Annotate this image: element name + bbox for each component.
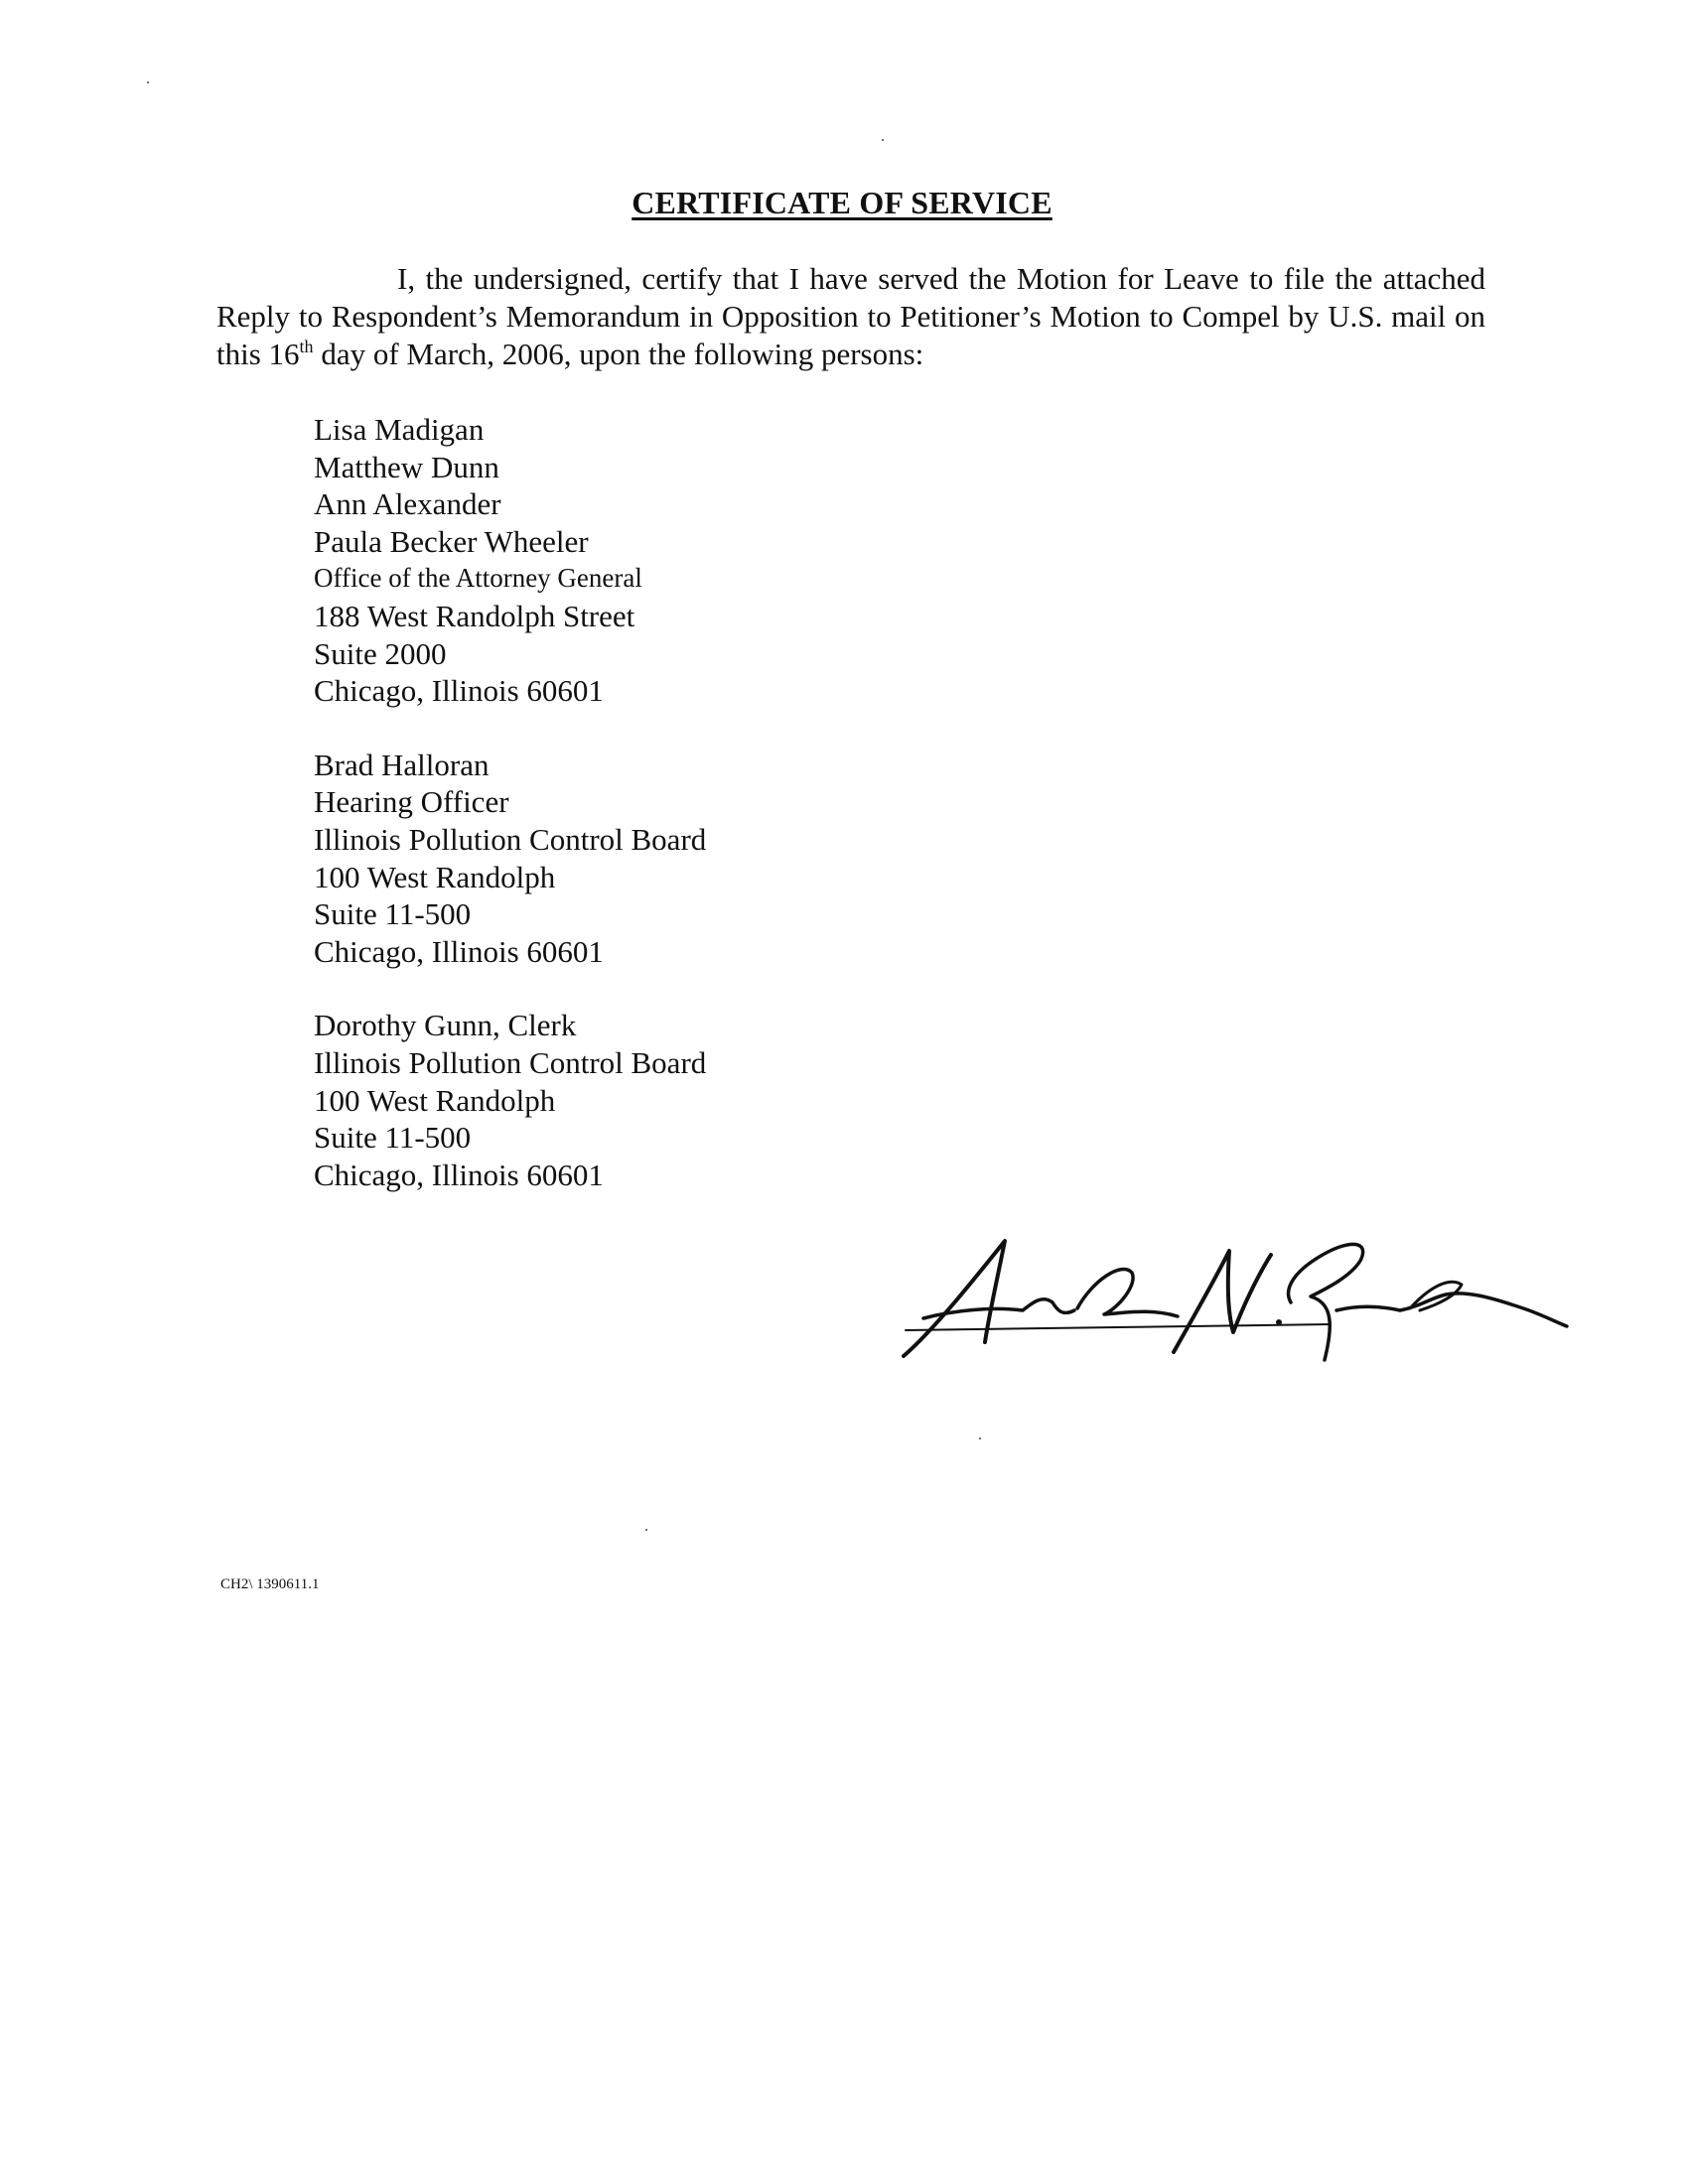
recipient-line: Dorothy Gunn, Clerk (314, 1008, 577, 1043)
recipient-line: Hearing Officer (314, 784, 509, 820)
recipient-line: 100 West Randolph (314, 859, 556, 894)
scan-speck (645, 1529, 647, 1531)
handwritten-signature (894, 1211, 1569, 1380)
recipient-line: 188 West Randolph Street (314, 598, 635, 633)
recipient-block-clerk (314, 1007, 706, 1193)
paragraph-text-end: day of March, 2006, upon the following persons: (313, 337, 924, 371)
ordinal-suffix: th (299, 337, 314, 356)
recipient-line: Chicago, Illinois 60601 (314, 1157, 604, 1192)
signature-stroke (923, 1299, 1074, 1318)
recipient-block-attorney-general (314, 411, 706, 710)
recipient-line: Office of the Attorney General (314, 563, 642, 594)
document-id: CH2\ 1390611.1 (220, 1576, 320, 1592)
recipient-line: Ann Alexander (314, 486, 501, 522)
recipient-line: Brad Halloran (314, 747, 490, 782)
signature-stroke (1289, 1244, 1363, 1360)
recipient-line: Suite 11-500 (314, 896, 472, 932)
recipient-line: Illinois Pollution Control Board (314, 1044, 707, 1080)
recipient-line: Illinois Pollution Control Board (314, 821, 707, 857)
recipient-line: Lisa Madigan (314, 412, 485, 447)
document-title: CERTIFICATE OF SERVICE (632, 185, 1052, 220)
recipient-list (314, 411, 706, 1230)
recipient-block-hearing-officer (314, 747, 706, 971)
signature-stroke (1174, 1251, 1271, 1352)
recipient-line: Suite 2000 (314, 635, 447, 671)
paragraph-text-start: I, the undersigned, certify that I have served the Motion for Leave to file the attached Reply to Respondent’s Memorandum in Opposition to Petitioner’s Motion to Compel by U.S. mail on this 16 (216, 261, 1485, 371)
recipient-line: Matthew Dunn (314, 449, 499, 484)
scan-speck (882, 139, 884, 141)
recipient-line: Suite 11-500 (314, 1120, 472, 1156)
signature-line (906, 1324, 1331, 1330)
signature-stroke (1077, 1269, 1178, 1316)
recipient-line: Chicago, Illinois 60601 (314, 673, 604, 709)
recipient-line: 100 West Randolph (314, 1082, 556, 1118)
scan-speck (979, 1437, 981, 1439)
certification-paragraph (216, 260, 1485, 373)
scan-speck (147, 81, 149, 83)
signature-stroke (1336, 1294, 1567, 1326)
recipient-line: Paula Becker Wheeler (314, 523, 589, 559)
signature-stroke (904, 1241, 1005, 1356)
signature-dot (1276, 1319, 1282, 1325)
recipient-line: Chicago, Illinois 60601 (314, 933, 604, 969)
